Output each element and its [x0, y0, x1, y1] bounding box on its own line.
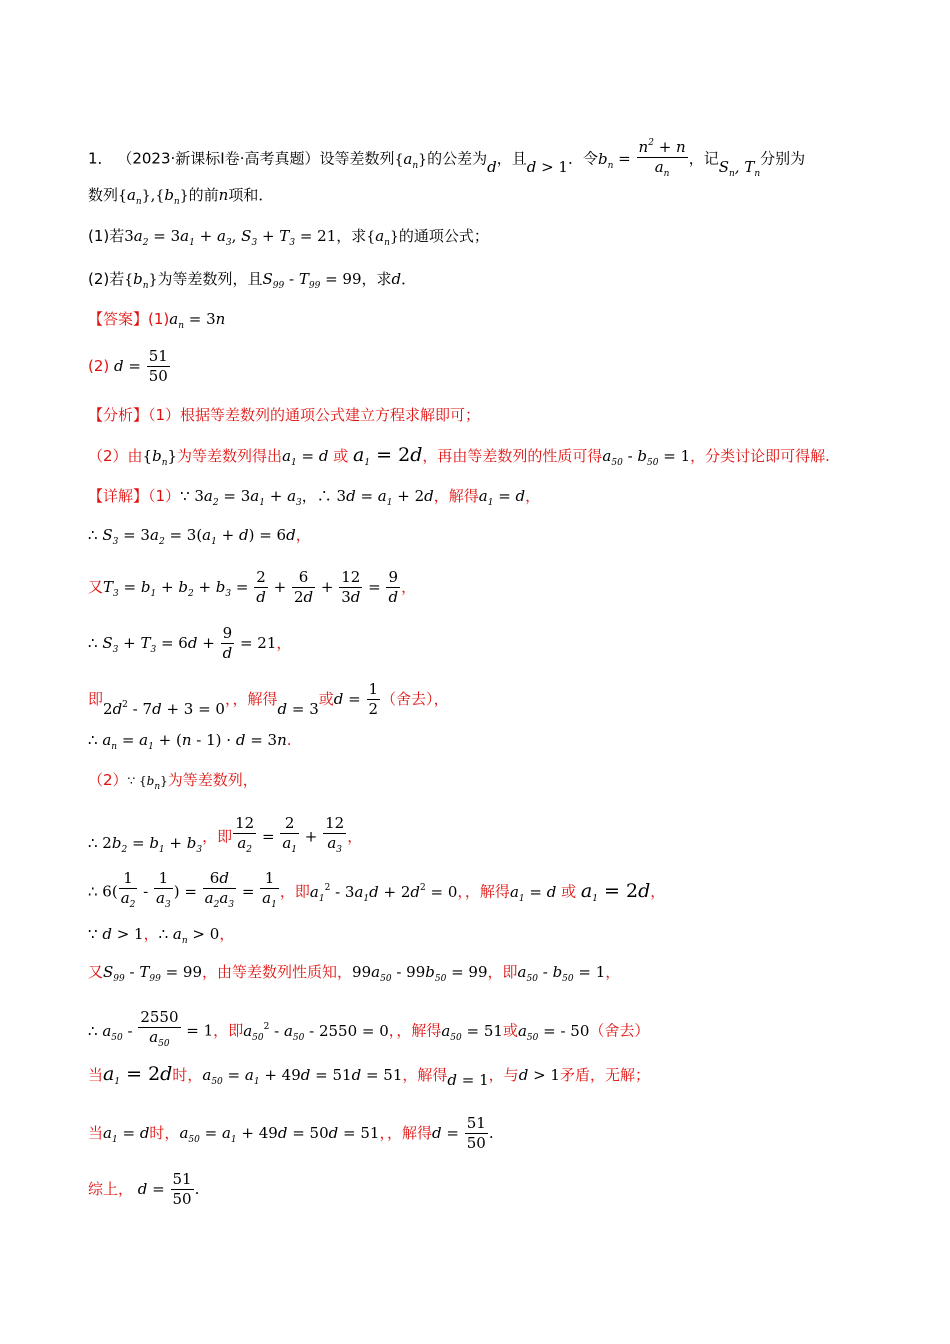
question-1: (1)若$3a_2 = 3a_1 + a_3$, $S_3 + T_3 = 21$，求$\{a_n\}$的通项公式；: [88, 227, 489, 248]
answer-line-2: (2) d = $\frac{51}{50}$: [88, 347, 168, 385]
detail-line-5: 即$2d^2 - 7d + 3 = 0$，，解得d = 3或d = $\frac{1}{2}$ （舍去），: [88, 680, 449, 718]
problem-line-2: 数列$\{a_n\},\{b_n\}$的前n项和．: [88, 186, 274, 207]
answer-label: 【答案】: [88, 310, 149, 328]
detail-line-9: ∴ 6( $\frac{1}{a_2}$ - $\frac{1}{a_3}$ ) = $\frac{6d}{a_2a_3}$ = $\frac{1}{a_1}$ ，即$a_1^2 - 3a_1d + 2d^2 = 0$，，解得$a_1 = d$ 或 $a_1 = 2d$，: [88, 869, 666, 910]
detail-line-10: ∵ d > 1，∴ $a_n > 0$，: [88, 925, 235, 946]
analysis-label: 【分析】: [88, 406, 149, 424]
detail-line-8: ∴ $2b_2 = b_1 + b_3$，即 $\frac{12}{a_2}$ = $\frac{2}{a_1}$ + $\frac{12}{a_3}$ ，: [88, 814, 363, 855]
analysis-line-2: （2）由$\{b_n\}$为等差数列得出$a_1 = d$ 或 $a_1 = 2d$，再由等差数列的性质可得$a_{50} - b_{50} = 1$，分类讨论即可得解.: [88, 444, 830, 468]
detail-label: 【详解】: [88, 487, 149, 505]
problem-line-1: 1． （2023·新课标Ⅰ卷·高考真题）设等差数列$\{a_n\}$的公差为d，且d > 1．令$b_n$ = $\frac{n^2 + n}{a_n}$ ，记$S_n$, $T_n$分别为: [88, 134, 805, 184]
answer-line-1: 【答案】$(1)a_n = 3n$: [88, 310, 226, 331]
detail-line-1: 【详解】（1）∵ $3a_2 = 3a_1 + a_3$，∴ $3d = a_1 + 2d$，解得$a_1 = d$，: [88, 487, 541, 508]
detail-line-4: ∴ $S_3 + T_3 = 6d$ + $\frac{9}{d}$ = 21，: [88, 624, 292, 662]
detail-line-13: 当$a_1 = 2d$时，$a_{50} = a_1 + 49d = 51d = 51$，解得d = 1，与d > 1矛盾，无解；: [88, 1063, 650, 1089]
detail-line-2: ∴ $S_3 = 3a_2 = 3(a_1 + d) = 6d$，: [88, 526, 311, 547]
problem-source: （2023·新课标Ⅰ卷·高考真题）: [117, 149, 320, 168]
detail-line-6: ∴ $a_n = a_1 + (n - 1) \cdot d = 3n$.: [88, 731, 292, 752]
question-2: (2)若$\{b_n\}$为等差数列，且$S_{99} - T_{99} = 99$，求d．: [88, 270, 417, 291]
detail-line-14: 当$a_1 = d$时，$a_{50} = a_1 + 49d = 50d = 51$，，解得d = $\frac{51}{50}$ .: [88, 1114, 494, 1152]
analysis-line-1: 【分析】（1）根据等差数列的通项公式建立方程求解即可；: [88, 406, 481, 424]
detail-line-7: （2）∵ $\{b_n\}$为等差数列，: [88, 771, 258, 792]
detail-line-12: ∴ $a_{50}$ - $\frac{2550}{a_{50}}$ = 1，即$a_{50}^2 - a_{50} - 2550 = 0$，，解得$a_{50} = 51$或$a_{50}$ = - 50（舍去）: [88, 1008, 650, 1049]
detail-line-3: 又$T_3 = b_1 + b_2 + b_3$ = $\frac{2}{d}$ + $\frac{6}{2d}$ + $\frac{12}{3d}$ = $\frac{9}{d}$ ，: [88, 568, 417, 606]
detail-line-15: 综上， d = $\frac{51}{50}$ .: [88, 1170, 200, 1208]
bn-fraction: $\frac{n^2 + n}{a_n}$: [637, 134, 688, 184]
problem-number: 1．: [88, 149, 113, 168]
detail-line-11: 又$S_{99} - T_{99} = 99$，由等差数列性质知，$99a_{50} - 99b_{50} = 99$，即$a_{50} - b_{50} = 1$，: [88, 963, 621, 984]
